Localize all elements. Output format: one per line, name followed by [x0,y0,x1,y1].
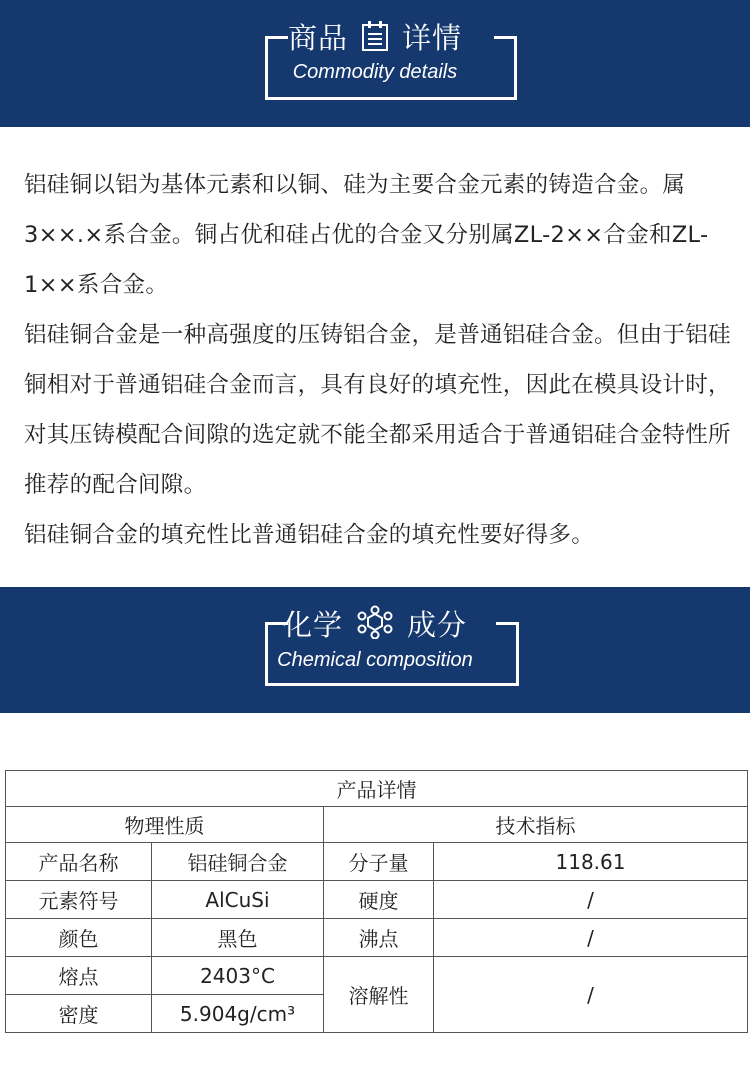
table-row [6,843,748,881]
spec-label: 硬度 [324,881,434,919]
molecule-icon [355,605,395,646]
section-title-right: 详情 [402,21,463,55]
spec-value: 118.61 [434,843,748,881]
document-list-icon [360,20,390,59]
section-title [0,16,750,59]
product-description [24,160,740,560]
section-banner-commodity [0,0,750,127]
table-row [6,957,748,995]
property-value: 铝硅铜合金 [152,843,324,881]
section-title-left: 化学 [282,608,343,642]
property-value: AlCuSi [152,881,324,919]
property-value: 5.904g/cm³ [152,995,324,1033]
property-label: 熔点 [6,957,152,995]
table-row [6,881,748,919]
property-label: 产品名称 [6,843,152,881]
paragraph: 铝硅铜以铝为基体元素和以铜、硅为主要合金元素的铸造合金。属3××.×系合金。铜占优和硅占优的合金又分别属ZL-2××合金和ZL-1××系合金。 [24,172,709,298]
property-value: 2403°C [152,957,324,995]
spec-value: / [434,881,748,919]
product-spec-table [5,770,748,1033]
section-subtitle: Commodity details [292,61,458,83]
paragraph: 铝硅铜合金是一种高强度的压铸铝合金，是普通铝硅合金。但由于铝硅铜相对于普通铝硅合金而言，具有良好的填充性，因此在模具设计时，对其压铸模配合间隙的选定就不能全都采用适合于普通铝硅合金特性所推荐的配合间隙。 [24,322,731,498]
section-title-left: 商品 [287,21,348,55]
spec-label: 溶解性 [324,957,434,1033]
table-row [6,919,748,957]
section-banner-chemical [0,587,750,713]
paragraph: 铝硅铜合金的填充性比普通铝硅合金的填充性要好得多。 [24,522,595,548]
table-caption: 产品详情 [6,771,748,807]
section-subtitle: Chemical composition [277,649,473,671]
technical-specs-header: 技术指标 [324,807,748,843]
property-label: 密度 [6,995,152,1033]
physical-properties-header: 物理性质 [6,807,324,843]
table-caption-row [6,771,748,807]
property-label: 元素符号 [6,881,152,919]
property-value: 黑色 [152,919,324,957]
spec-value: / [434,957,748,1033]
spec-label: 沸点 [324,919,434,957]
spec-value: / [434,919,748,957]
section-title [0,603,750,646]
spec-label: 分子量 [324,843,434,881]
table-header-row [6,807,748,843]
section-title-right: 成分 [407,608,468,642]
property-label: 颜色 [6,919,152,957]
